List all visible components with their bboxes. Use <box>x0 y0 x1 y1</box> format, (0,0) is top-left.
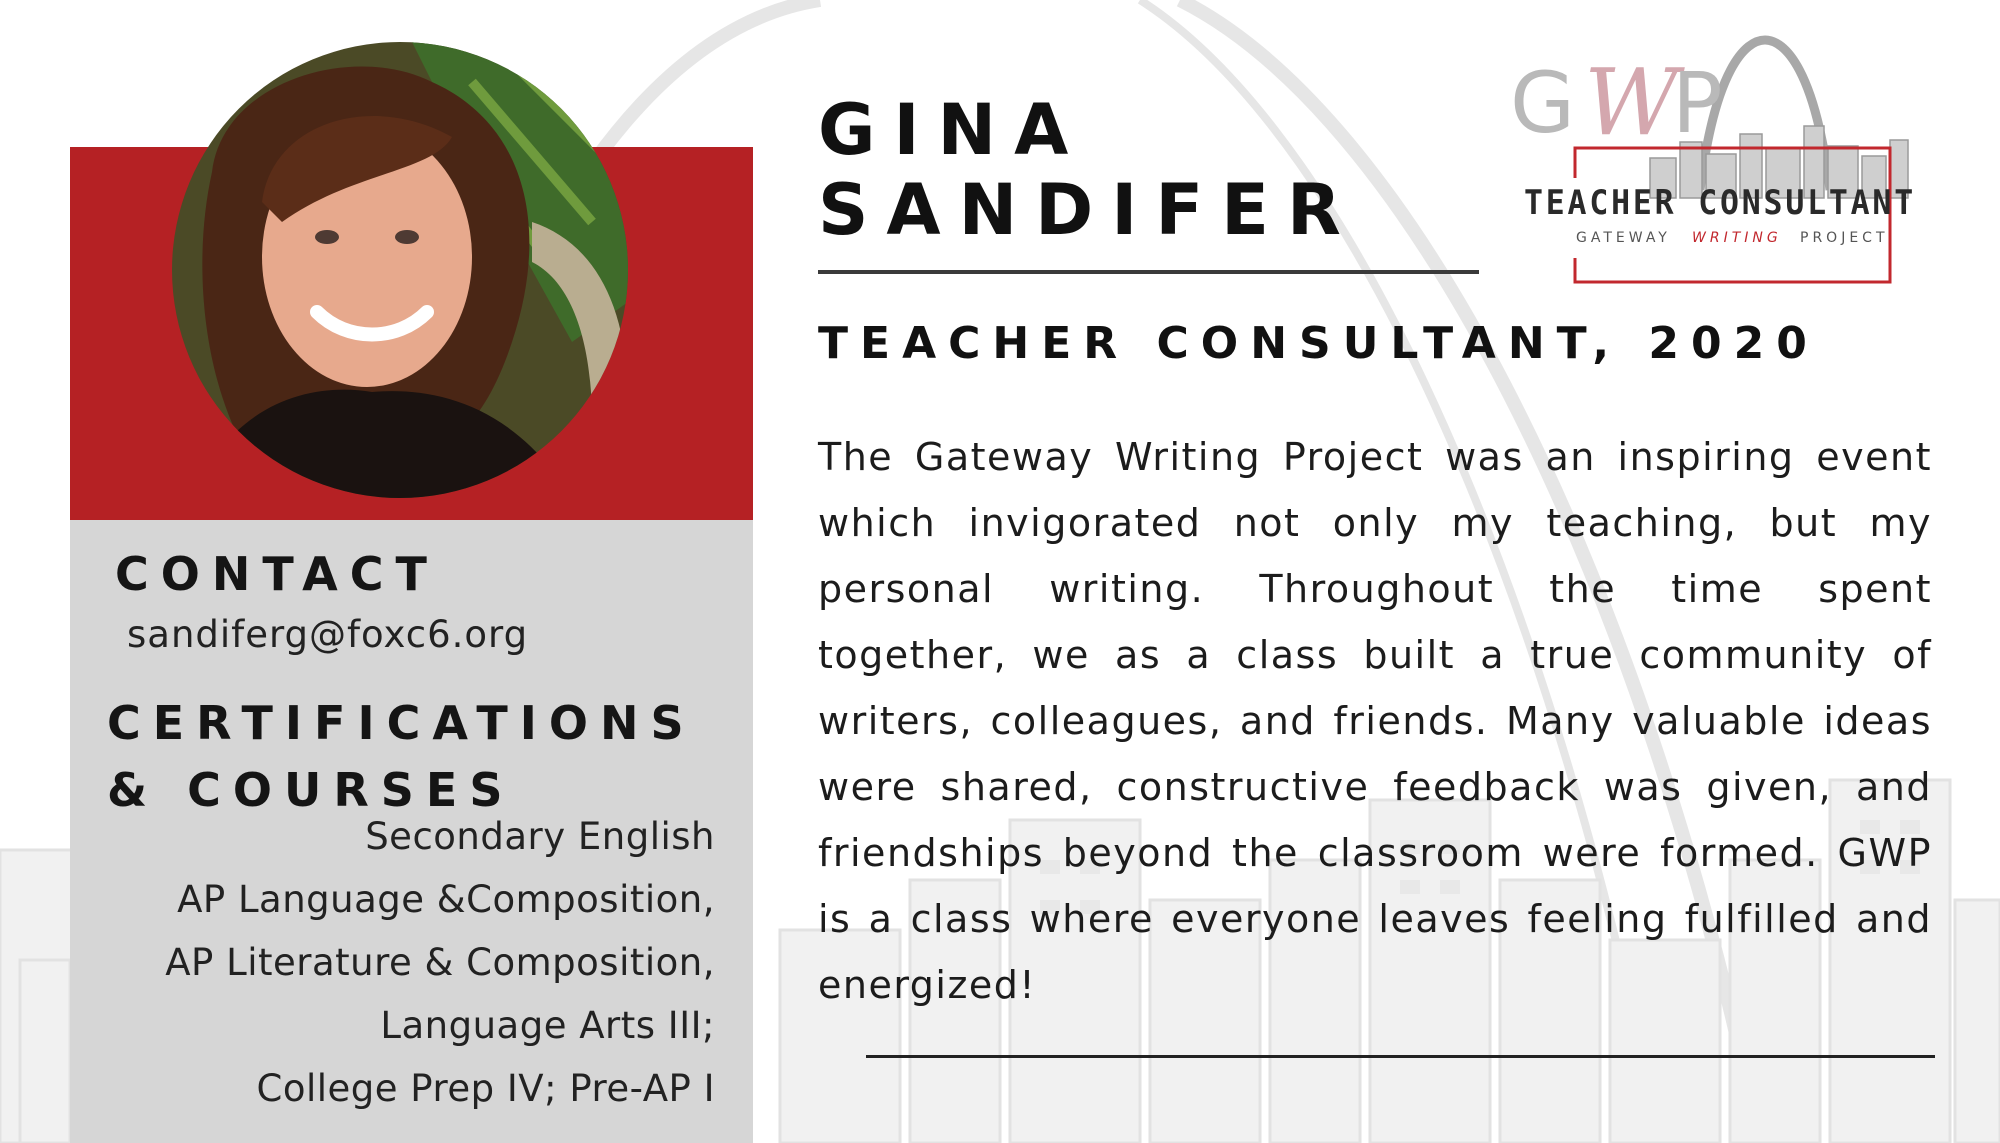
logo-tagline-mid: WRITING <box>1692 230 1782 246</box>
name-divider <box>818 270 1479 274</box>
logo-letter-g: G <box>1510 54 1576 152</box>
logo-title: TEACHER CONSULTANT <box>1524 183 1916 223</box>
course-list <box>165 805 715 1120</box>
logo-tagline-left: GATEWAY <box>1576 230 1671 246</box>
certifications-heading <box>107 690 696 824</box>
profile-name <box>818 90 1359 250</box>
testimonial-text: The Gateway Writing Project was an inspiring event which invigorated not only my teaching, but my personal writing. Throughout the time spent together, we as a class built a true community of writers, colleagues, and friends. Many valuable ideas were shared, constructive feedback was given, and friendships beyond the classroom were formed. GWP is a class where everyone leaves feeling fulfilled and energized! <box>818 435 1932 1007</box>
profile-last-name: SANDIFER <box>818 169 1359 251</box>
bottom-divider <box>866 1055 1935 1058</box>
profile-subtitle: TEACHER CONSULTANT, 2020 <box>818 318 1819 369</box>
avatar <box>172 42 628 498</box>
contact-heading: CONTACT <box>115 547 439 601</box>
profile-first-name: GINA <box>818 89 1087 171</box>
certifications-heading-line: CERTIFICATIONS <box>107 696 696 750</box>
logo-letter-w: W <box>1584 49 1679 156</box>
course-item: AP Language &Composition, <box>177 878 715 921</box>
course-item: AP Literature & Composition, <box>165 941 715 984</box>
logo-letter-p: P <box>1672 54 1723 152</box>
gwp-logo <box>1500 30 1940 290</box>
logo-tagline-right: PROJECT <box>1800 230 1889 246</box>
course-item: College Prep IV; Pre-AP I <box>256 1067 715 1110</box>
certifications-heading-line: & COURSES <box>107 763 515 817</box>
course-item: Language Arts III; <box>380 1004 715 1047</box>
contact-email: sandiferg@foxc6.org <box>127 613 529 656</box>
course-item: Secondary English <box>365 815 715 858</box>
